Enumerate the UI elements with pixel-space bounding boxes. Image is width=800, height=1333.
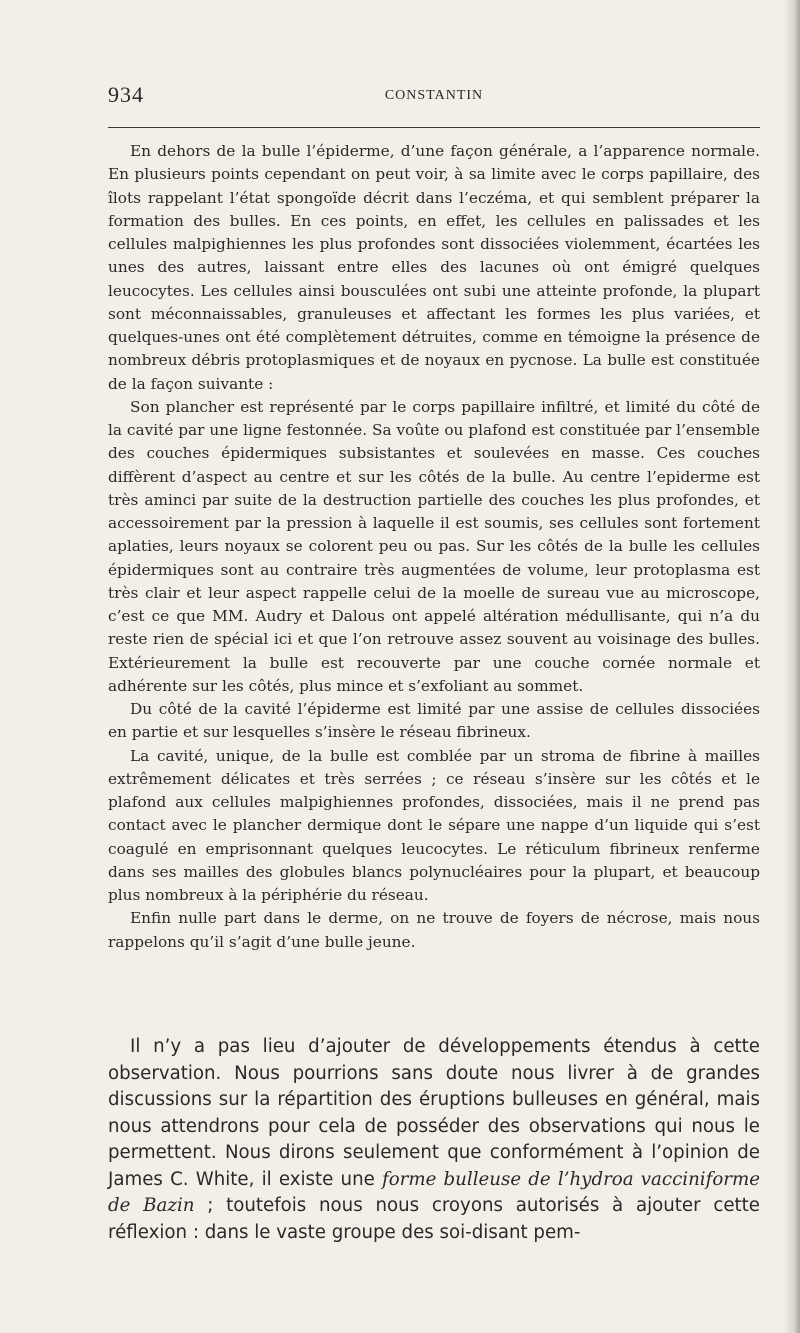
paragraph-dermis: Enfin nulle part dans le derme, on ne trouve de foyers de nécrose, mais nous rappelons qu’il s’agit d’une bulle jeune. — [108, 909, 760, 951]
header-rule — [108, 127, 760, 128]
page-header — [108, 82, 760, 116]
discussion-text-2: ; toutefois nous nous croyons autorisés à ajouter cette réflexion : dans le vaste groupe des soi-disant pem- — [108, 1195, 760, 1243]
paragraph-cavity-side: Du côté de la cavité l’épiderme est limité par une assise de cellules dissociées en partie et sur lesquelles s’insère le réseau fibrineux. — [108, 700, 760, 742]
page-edge-shadow — [784, 0, 800, 1333]
page-number: 934 — [108, 82, 144, 107]
paragraph-discussion — [108, 1034, 760, 1246]
discussion-italic-term: forme bulleuse de l’hydroa vacciniforme de Bazin — [108, 1168, 760, 1216]
running-head: CONSTANTIN — [384, 88, 484, 103]
paragraph-cavity-content: La cavité, unique, de la bulle est comblée par un stroma de fibrine à mailles extrêmement délicates et très serrées ; ce réseau s’insère sur les côtés et le plafond aux cellules malpighiennes profondes, dissociées, mais il ne prend pas contact avec le plancher dermique dont le sépare une nappe d’un liquide qui s’est coagulé en emprisonnant quelques leucocytes. Le réticulum fibrineux renferme dans ses mailles des globules blancs polynucléaires pour la plupart, et beaucoup plus nombreux à la périphérie du réseau. — [108, 746, 760, 904]
discussion-text-1: Il n’y a pas lieu d’ajouter de développements étendus à cette observation. Nous pourrions sans doute nous livrer à de grandes discussions sur la répartition des éruptions bulleuses en général, mais nous attendrons pour cela de posséder des observations qui nous le permettent. Nous dirons seulement que conformément à l’opinion de James C. White, il existe une — [108, 1036, 760, 1190]
discussion-section — [108, 1034, 760, 1246]
paragraph-floor-and-roof: Son plancher est représenté par le corps papillaire infiltré, et limité du côté de la cavité par une ligne festonnée. Sa voûte ou plafond est constituée par l’ensemble des couches épidermiques subsistantes et soulevées en masse. Ces couches diffèrent d’aspect au centre et sur les côtés de la bulle. Au centre l’epiderme est très aminci par suite de la destruction partielle des couches les plus profondes, et accessoirement par la pression à laquelle il est soumis, ses cellules sont fortement aplaties, leurs noyaux se colorent peu ou pas. Sur les côtés de la bulle les cellules épidermiques sont au contraire très augmentées de volume, leur protoplasma est très clair et leur aspect rappelle celui de la moelle de sureau vue au microscope, c’est ce que MM. Audry et Dalous ont appelé altération médullisante, qui n’a du reste rien de spécial ici et que l’on retrouve assez souvent au voisinage des bulles. Extérieurement la bulle est recouverte par une couche cornée normale et adhérente sur les côtés, plus mince et s’exfoliant au sommet. — [108, 397, 760, 695]
case-description-section — [108, 140, 760, 954]
paragraph-epidermis: En dehors de la bulle l’épiderme, d’une façon générale, a l’apparence normale. En plusieurs points cependant on peut voir, à sa limite avec le corps papillaire, des îlots rappelant l’état spongoïde décrit dans l’eczéma, et qui semblent préparer la formation des bulles. En ces points, en effet, les cellules en palissades et les cellules malpighiennes les plus profondes sont dissociées violemment, écartées les unes des autres, laissant entre elles des lacunes où ont émigré quelques leucocytes. Les cellules ainsi bousculées ont subi une atteinte profonde, la plupart sont méconnaissables, granuleuses et affectant les formes les plus variées, et quelques-unes ont été complètement détruites, comme en témoigne la présence de nombreux débris protoplasmiques et de noyaux en pycnose. La bulle est constituée de la façon suivante : — [108, 142, 760, 393]
